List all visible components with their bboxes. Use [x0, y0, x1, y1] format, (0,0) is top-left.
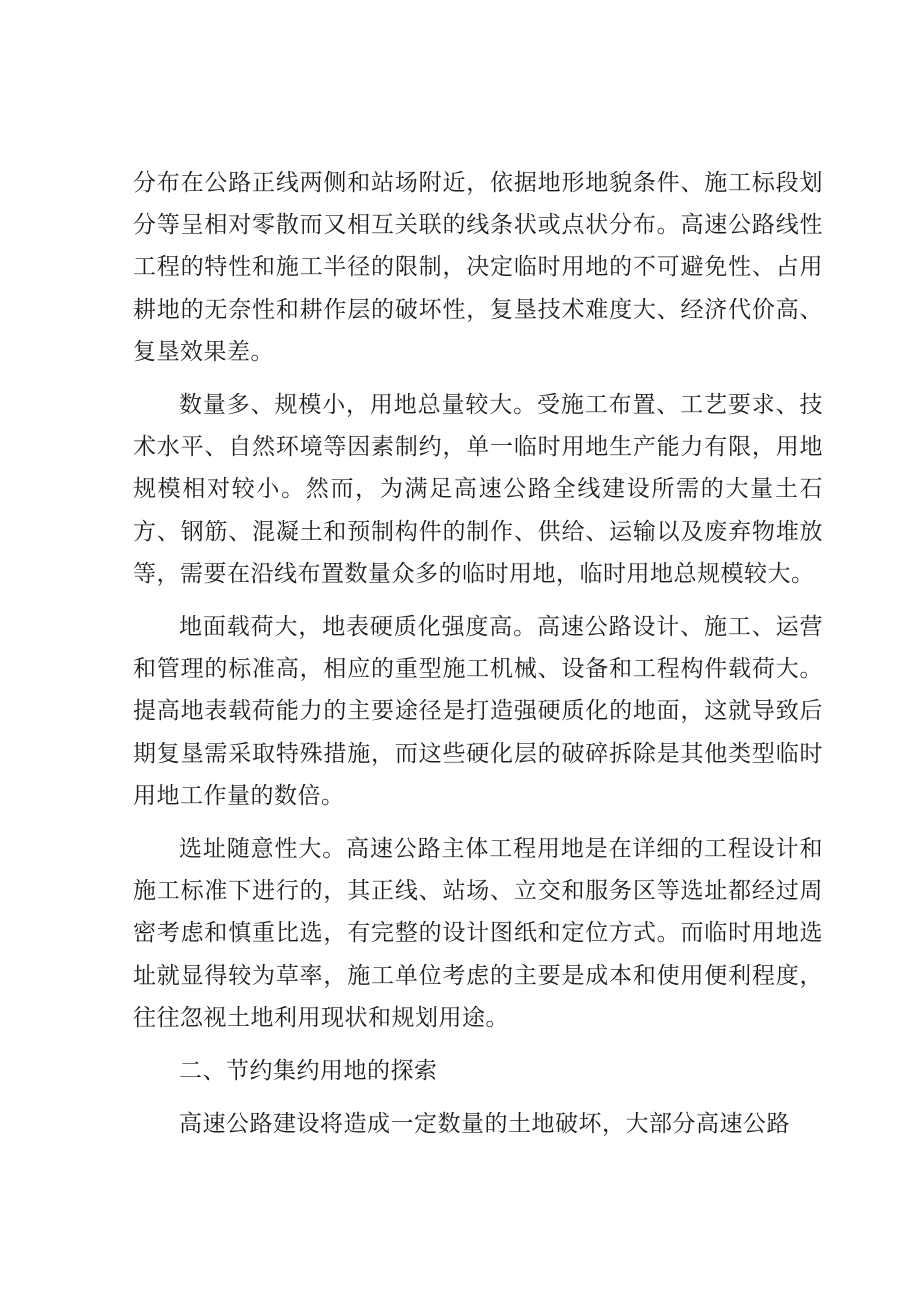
paragraph-4: 选址随意性大。高速公路主体工程用地是在详细的工程设计和施工标准下进行的，其正线、站场、立交和服务区等选址都经过周密考虑和慎重比选，有完整的设计图纸和定位方式。而临时用地选址就显得较为草率，施工单位考虑的主要是成本和使用便利程度，往往忽视土地利用现状和规划用途。 [133, 836, 823, 1031]
paragraph-2: 数量多、规模小，用地总量较大。受施工布置、工艺要求、技术水平、自然环境等因素制约，单一临时用地生产能力有限，用地规模相对较小。然而，为满足高速公路全线建设所需的大量土石方、钢筋、混凝土和预制构件的制作、供给、运输以及废弃物堆放等，需要在沿线布置数量众多的临时用地，临时用地总规模较大。 [133, 392, 823, 587]
document-body [133, 162, 823, 1156]
paragraph-1: 分布在公路正线两侧和站场附近，依据地形地貌条件、施工标段划分等呈相对零散而又相互关联的线条状或点状分布。高速公路线性工程的特性和施工半径的限制，决定临时用地的不可避免性、占用耕地的无奈性和耕作层的破坏性，复垦技术难度大、经济代价高、复垦效果差。 [133, 170, 823, 365]
section-heading: 二、节约集约用地的探索 [179, 1058, 438, 1085]
paragraph-5: 高速公路建设将造成一定数量的土地破坏，大部分高速公路 [179, 1111, 790, 1138]
paragraph-3: 地面载荷大，地表硬质化强度高。高速公路设计、施工、运营和管理的标准高，相应的重型施工机械、设备和工程构件载荷大。提高地表载荷能力的主要途径是打造强硬质化的地面，这就导致后期复垦需采取特殊措施，而这些硬化层的破碎拆除是其他类型临时用地工作量的数倍。 [133, 614, 823, 809]
